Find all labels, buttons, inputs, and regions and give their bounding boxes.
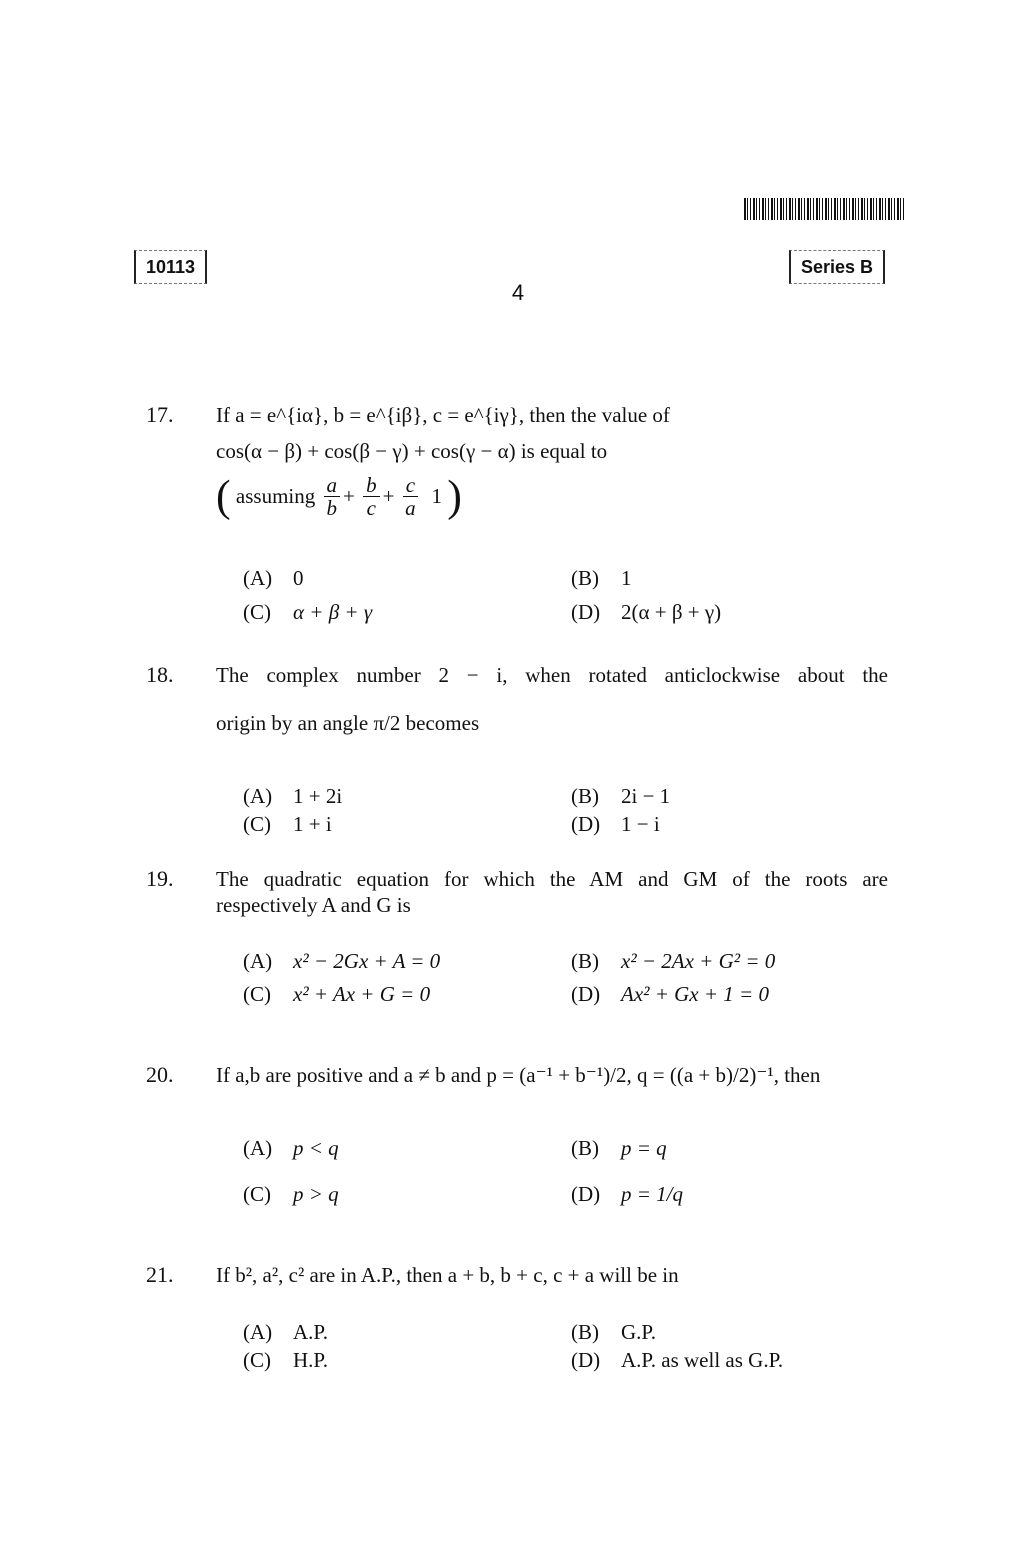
option-c[interactable]: (C) H.P. xyxy=(243,1348,329,1372)
option-a[interactable]: (A) 0 xyxy=(243,566,304,590)
option-d[interactable]: (D) 1 − i xyxy=(571,812,660,836)
question-number: 17. xyxy=(146,402,174,427)
option-a[interactable]: (A) 1 + 2i xyxy=(243,784,343,808)
question-condition: ( assuming $\frac{a}{b}$ + $\frac{b}{c}$ + $\frac{c}{a}$ 1 ) xyxy=(216,471,462,521)
question-line: origin by an angle π/2 becomes xyxy=(216,711,480,735)
option-d[interactable]: (D) p = 1/q xyxy=(571,1182,684,1206)
question-number: 19. xyxy=(146,866,174,891)
option-c[interactable]: (C) p > q xyxy=(243,1182,339,1206)
option-b[interactable]: (B) x² − 2Ax + G² = 0 xyxy=(571,949,776,973)
paper-code-box: 10113 xyxy=(134,250,207,284)
question-line: If b², a², c² are in A.P., then a + b, b + c, c + a will be in xyxy=(216,1263,679,1287)
question-line: cos(α − β) + cos(β − γ) + cos(γ − α) is equal to xyxy=(216,439,608,463)
option-b[interactable]: (B) 2i − 1 xyxy=(571,784,671,808)
option-b[interactable]: (B) p = q xyxy=(571,1136,667,1160)
question-line: If a = e^{iα}, b = e^{iβ}, c = e^{iγ}, then the value of xyxy=(216,403,670,427)
option-d[interactable]: (D) A.P. as well as G.P. xyxy=(571,1348,784,1372)
option-a[interactable]: (A) x² − 2Gx + A = 0 xyxy=(243,949,441,973)
question-line: The quadratic equation for which the AM and GM of the roots are xyxy=(216,867,888,891)
option-d[interactable]: (D) 2(α + β + γ) xyxy=(571,600,722,624)
page-number: 4 xyxy=(511,280,525,305)
question-line: If a,b are positive and a ≠ b and p = (a⁻¹ + b⁻¹)/2, q = ((a + b)/2)⁻¹, then xyxy=(216,1063,821,1087)
option-c[interactable]: (C) α + β + γ xyxy=(243,600,373,624)
question-number: 20. xyxy=(146,1062,174,1087)
series-box: Series B xyxy=(789,250,885,284)
option-a[interactable]: (A) A.P. xyxy=(243,1320,329,1344)
question-number: 18. xyxy=(146,662,174,687)
option-c[interactable]: (C) x² + Ax + G = 0 xyxy=(243,982,431,1006)
option-a[interactable]: (A) p < q xyxy=(243,1136,339,1160)
question-line: respectively A and G is xyxy=(216,893,411,917)
question-number: 21. xyxy=(146,1262,174,1287)
option-c[interactable]: (C) 1 + i xyxy=(243,812,332,836)
option-b[interactable]: (B) G.P. xyxy=(571,1320,657,1344)
option-d[interactable]: (D) Ax² + Gx + 1 = 0 xyxy=(571,982,769,1006)
question-text xyxy=(216,400,888,466)
question-line: The complex number 2 − i, when rotated anticlockwise about the xyxy=(216,663,888,687)
barcode xyxy=(744,198,904,220)
option-b[interactable]: (B) 1 xyxy=(571,566,632,590)
